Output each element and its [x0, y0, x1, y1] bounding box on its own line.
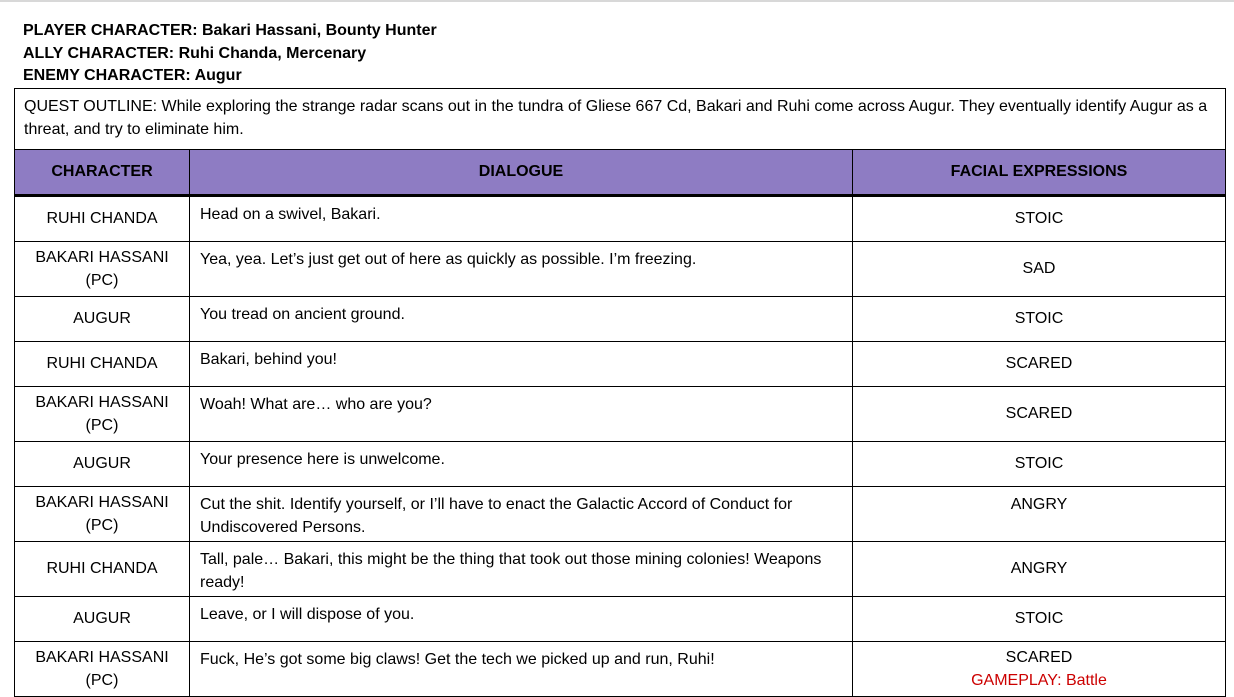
expression-label: SCARED	[1005, 648, 1073, 666]
dialogue-cell: Head on a swivel, Bakari.	[190, 196, 853, 241]
expression-cell: STOIC	[853, 441, 1226, 486]
character-name: BAKARI HASSANI	[35, 393, 169, 411]
character-cell	[15, 386, 190, 441]
table-row	[15, 441, 1226, 486]
dialogue-cell: Fuck, He’s got some big claws! Get the tech we picked up and run, Ruhi!	[190, 641, 853, 696]
dialogue-cell: Cut the shit. Identify yourself, or I’ll have to enact the Galactic Accord of Conduct for Undiscovered Persons.	[190, 486, 853, 541]
character-cell	[15, 241, 190, 296]
character-header	[23, 20, 437, 88]
table-row	[15, 596, 1226, 641]
table-row	[15, 541, 1226, 596]
ally-character-line: ALLY CHARACTER: Ruhi Chanda, Mercenary	[23, 44, 367, 62]
dialogue-cell: Your presence here is unwelcome.	[190, 441, 853, 486]
gameplay-note: GAMEPLAY: Battle	[971, 671, 1107, 689]
character-cell	[15, 641, 190, 696]
character-name: AUGUR	[73, 310, 131, 327]
table-row	[15, 386, 1226, 441]
enemy-character-line: ENEMY CHARACTER: Augur	[23, 67, 242, 84]
character-tag: (PC)	[85, 271, 119, 289]
character-tag: (PC)	[85, 416, 119, 434]
dialogue-cell: Woah! What are… who are you?	[190, 386, 853, 441]
character-cell	[15, 196, 190, 241]
expression-cell: ANGRY	[853, 486, 1226, 541]
dialogue-table	[14, 88, 1226, 697]
quest-outline: QUEST OUTLINE: While exploring the strange radar scans out in the tundra of Gliese 667 Cd, Bakari and Ruhi come across Augur. They eventually identify Augur as a threat, and try to eliminate him.	[15, 89, 1226, 150]
character-name: BAKARI HASSANI	[35, 248, 169, 266]
table-row	[15, 486, 1226, 541]
character-tag: (PC)	[85, 671, 119, 689]
quest-outline-row	[15, 89, 1226, 150]
character-name: RUHI CHANDA	[46, 210, 158, 228]
top-divider	[0, 0, 1234, 2]
expression-cell: STOIC	[853, 296, 1226, 341]
column-header-character: CHARACTER	[15, 150, 190, 195]
character-cell	[15, 296, 190, 341]
character-name: AUGUR	[73, 455, 131, 472]
character-name: BAKARI HASSANI	[35, 493, 169, 511]
character-cell	[15, 341, 190, 386]
character-cell	[15, 486, 190, 541]
dialogue-cell: Leave, or I will dispose of you.	[190, 596, 853, 641]
dialogue-cell: You tread on ancient ground.	[190, 296, 853, 341]
character-name: AUGUR	[73, 610, 131, 627]
table-row	[15, 296, 1226, 341]
player-character-line: PLAYER CHARACTER: Bakari Hassani, Bounty Hunter	[23, 22, 437, 39]
dialogue-cell: Bakari, behind you!	[190, 341, 853, 386]
column-header-dialogue: DIALOGUE	[190, 150, 853, 195]
column-header-expressions: FACIAL EXPRESSIONS	[853, 150, 1226, 195]
expression-cell: SAD	[853, 241, 1226, 296]
expression-cell: STOIC	[853, 196, 1226, 241]
table-row	[15, 341, 1226, 386]
expression-cell: SCARED	[853, 341, 1226, 386]
table-row	[15, 641, 1226, 696]
character-cell	[15, 441, 190, 486]
expression-cell: ANGRY	[853, 541, 1226, 596]
character-name: RUHI CHANDA	[46, 355, 158, 372]
character-name: RUHI CHANDA	[46, 560, 158, 577]
character-name: BAKARI HASSANI	[35, 648, 169, 666]
character-cell	[15, 596, 190, 641]
table-row	[15, 241, 1226, 296]
expression-cell: SCARED	[853, 386, 1226, 441]
table-row	[15, 196, 1226, 241]
character-cell	[15, 541, 190, 596]
expression-cell	[853, 641, 1226, 696]
dialogue-cell: Tall, pale… Bakari, this might be the thing that took out those mining colonies! Weapons ready!	[190, 541, 853, 596]
column-header-row	[15, 150, 1226, 195]
expression-cell: STOIC	[853, 596, 1226, 641]
character-tag: (PC)	[85, 516, 119, 534]
dialogue-cell: Yea, yea. Let’s just get out of here as quickly as possible. I’m freezing.	[190, 241, 853, 296]
